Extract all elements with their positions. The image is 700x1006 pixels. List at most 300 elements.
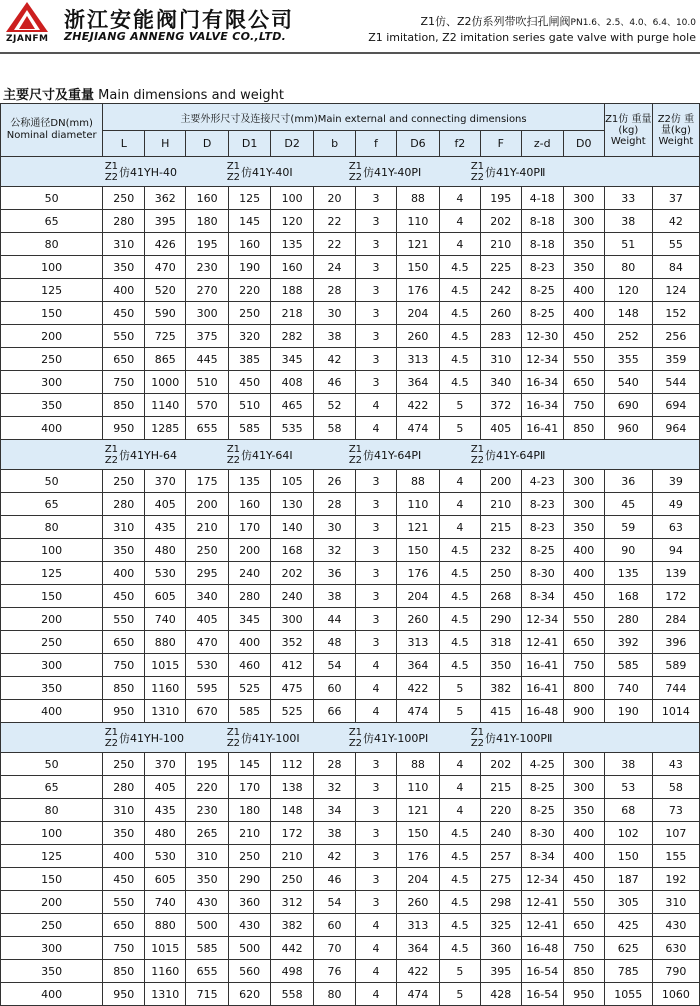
company-logo [4,0,54,48]
dn-cell: 65 [1,493,103,516]
column-header: D1 [229,131,271,157]
table-cell: 445 [186,348,229,371]
table-cell: 5 [439,700,480,723]
model-label [105,161,227,183]
table-cell: 535 [271,417,314,440]
model-label [105,727,227,749]
dn-cell: 200 [1,608,103,631]
table-cell: 1055 [604,983,652,1006]
table-cell: 480 [145,539,186,562]
table-cell: 160 [186,187,229,210]
table-cell: 400 [563,562,604,585]
table-cell: 4 [439,210,480,233]
table-cell: 350 [563,233,604,256]
table-cell: 340 [480,371,521,394]
table-cell: 750 [563,654,604,677]
model-group-row [1,157,700,187]
table-cell: 350 [563,799,604,822]
table-cell: 3 [356,279,397,302]
table-cell: 3 [356,822,397,845]
table-cell: 400 [563,539,604,562]
table-cell: 80 [314,983,356,1006]
table-cell: 112 [271,753,314,776]
table-cell: 195 [480,187,521,210]
dn-cell: 300 [1,371,103,394]
model-label [349,727,471,749]
table-cell: 195 [186,753,229,776]
table-cell: 135 [604,562,652,585]
table-cell: 1310 [145,983,186,1006]
table-cell: 740 [145,608,186,631]
model-series [105,161,118,183]
dimensions-table [0,103,700,1006]
table-cell: 340 [186,585,229,608]
table-cell: 345 [271,348,314,371]
table-cell: 313 [396,914,439,937]
model-series-top: Z1 [104,726,119,738]
table-cell: 220 [229,279,271,302]
table-cell: 4.5 [439,608,480,631]
model-series-top: Z1 [348,443,363,455]
table-row [1,394,700,417]
table-cell: 170 [229,776,271,799]
table-cell: 202 [271,562,314,585]
dn-cell: 125 [1,845,103,868]
model-name: 仿41Y-64I [241,448,293,462]
table-row [1,585,700,608]
table-cell: 400 [563,302,604,325]
table-cell: 230 [186,256,229,279]
table-cell: 16-41 [521,677,563,700]
table-cell: 172 [652,585,699,608]
table-cell: 325 [480,914,521,937]
dn-cell: 400 [1,700,103,723]
table-cell: 290 [480,608,521,631]
table-cell: 850 [563,960,604,983]
table-cell: 4.5 [439,325,480,348]
table-cell: 620 [229,983,271,1006]
table-cell: 270 [186,279,229,302]
table-cell: 45 [604,493,652,516]
table-cell: 8-25 [521,279,563,302]
model-label [227,727,349,749]
table-cell: 750 [103,937,145,960]
table-cell: 850 [103,960,145,983]
table-cell: 480 [145,822,186,845]
table-cell: 138 [271,776,314,799]
table-cell: 5 [439,983,480,1006]
table-cell: 260 [396,325,439,348]
table-cell: 33 [604,187,652,210]
table-cell: 1060 [652,983,699,1006]
table-cell: 850 [103,394,145,417]
dn-cell: 150 [1,585,103,608]
table-cell: 550 [563,608,604,631]
table-cell: 70 [314,937,356,960]
table-cell: 4 [356,914,397,937]
table-cell: 8-23 [521,493,563,516]
table-cell: 220 [186,776,229,799]
table-cell: 250 [229,845,271,868]
logo-triangle-icon [4,0,50,34]
model-name: 仿41Y-40PI [363,165,422,179]
dn-cell: 250 [1,631,103,654]
table-cell: 242 [480,279,521,302]
table-cell: 54 [314,654,356,677]
table-cell: 750 [103,371,145,394]
dn-cell: 250 [1,914,103,937]
table-cell: 313 [396,631,439,654]
table-cell: 320 [229,325,271,348]
table-cell: 3 [356,799,397,822]
table-cell: 450 [563,325,604,348]
table-cell: 310 [186,845,229,868]
table-cell: 200 [480,470,521,493]
table-cell: 48 [314,631,356,654]
model-series [471,161,484,183]
column-header: F [480,131,521,157]
table-cell: 5 [439,417,480,440]
model-name: 仿41Y-100PⅡ [485,731,553,745]
header-divider [0,52,700,54]
table-cell: 4 [439,753,480,776]
table-cell: 160 [271,256,314,279]
table-cell: 290 [229,868,271,891]
table-cell: 135 [229,470,271,493]
table-cell: 3 [356,776,397,799]
table-cell: 4.5 [439,539,480,562]
table-cell: 16-54 [521,983,563,1006]
table-cell: 500 [229,937,271,960]
table-cell: 16-41 [521,417,563,440]
model-name: 仿41Y-100I [241,731,300,745]
table-cell: 16-34 [521,371,563,394]
table-row [1,279,700,302]
dims-header: 主要外形尺寸及连接尺寸(mm)Main external and connecting dimensions [103,104,604,131]
table-cell: 34 [314,799,356,822]
model-name: 仿41Y-64PⅡ [485,448,546,462]
table-cell: 3 [356,631,397,654]
table-cell: 30 [314,516,356,539]
table-cell: 38 [604,210,652,233]
table-cell: 139 [652,562,699,585]
table-cell: 284 [652,608,699,631]
page-header [0,0,700,55]
table-cell: 498 [271,960,314,983]
model-label [471,727,671,749]
table-cell: 51 [604,233,652,256]
table-cell: 8-25 [521,302,563,325]
table-cell: 8-23 [521,516,563,539]
table-cell: 16-34 [521,394,563,417]
table-cell: 3 [356,585,397,608]
model-list [105,161,699,183]
table-cell: 715 [186,983,229,1006]
table-cell: 38 [314,585,356,608]
table-cell: 364 [396,371,439,394]
column-header: L [103,131,145,157]
table-cell: 220 [480,799,521,822]
table-cell: 1285 [145,417,186,440]
table-cell: 510 [186,371,229,394]
column-header: D0 [563,131,604,157]
table-cell: 800 [563,677,604,700]
table-cell: 370 [145,753,186,776]
dn-cell: 65 [1,210,103,233]
table-cell: 8-30 [521,562,563,585]
model-group-spacer [1,723,103,753]
table-cell: 400 [103,562,145,585]
product-title-cn [420,13,696,29]
table-cell: 850 [563,417,604,440]
table-cell: 4 [356,677,397,700]
table-cell: 1000 [145,371,186,394]
company-name-en: ZHEJIANG ANNENG VALVE CO.,LTD. [64,30,287,43]
table-cell: 850 [103,677,145,700]
table-cell: 4 [356,417,397,440]
table-cell: 210 [480,233,521,256]
table-cell: 530 [145,845,186,868]
table-cell: 22 [314,233,356,256]
table-cell: 450 [563,585,604,608]
table-cell: 250 [103,753,145,776]
table-cell: 350 [480,654,521,677]
table-cell: 140 [271,516,314,539]
model-label [471,161,671,183]
table-cell: 202 [480,753,521,776]
model-series-top: Z1 [470,726,485,738]
table-cell: 275 [480,868,521,891]
table-cell: 740 [604,677,652,700]
table-cell: 3 [356,371,397,394]
table-cell: 5 [439,394,480,417]
table-cell: 3 [356,516,397,539]
table-cell: 359 [652,348,699,371]
table-cell: 16-48 [521,937,563,960]
table-cell: 46 [314,868,356,891]
table-cell: 280 [604,608,652,631]
table-cell: 110 [396,493,439,516]
table-cell: 32 [314,539,356,562]
table-cell: 44 [314,608,356,631]
table-cell: 170 [229,516,271,539]
table-cell: 964 [652,417,699,440]
table-cell: 4-23 [521,470,563,493]
model-name: 仿41Y-40I [241,165,293,179]
table-cell: 355 [604,348,652,371]
table-cell: 59 [604,516,652,539]
table-cell: 350 [103,822,145,845]
table-cell: 250 [480,562,521,585]
table-cell: 375 [186,325,229,348]
table-cell: 750 [103,654,145,677]
table-cell: 650 [563,371,604,394]
table-cell: 3 [356,233,397,256]
table-cell: 428 [480,983,521,1006]
table-cell: 76 [314,960,356,983]
table-cell: 450 [563,868,604,891]
table-cell: 280 [229,585,271,608]
product-title-cn-pn: PN1.6、2.5、4.0、6.4、10.0 [570,18,696,28]
table-cell: 412 [271,654,314,677]
model-name: 仿41YH-100 [119,731,184,745]
dn-cell: 100 [1,822,103,845]
table-cell: 305 [604,891,652,914]
table-cell: 630 [652,937,699,960]
table-cell: 4 [356,654,397,677]
table-cell: 435 [145,799,186,822]
table-cell: 218 [271,302,314,325]
table-cell: 310 [103,799,145,822]
table-cell: 280 [103,776,145,799]
model-group-cell [103,157,700,187]
company-name-cn: 浙江安能阀门有限公司 [64,8,294,32]
table-row [1,608,700,631]
table-cell: 1140 [145,394,186,417]
table-cell: 605 [145,868,186,891]
table-cell: 310 [480,348,521,371]
table-cell: 180 [229,799,271,822]
dn-cell: 50 [1,753,103,776]
table-cell: 4-18 [521,187,563,210]
table-cell: 1014 [652,700,699,723]
table-row [1,631,700,654]
table-cell: 88 [396,187,439,210]
table-cell: 148 [271,799,314,822]
table-cell: 405 [186,608,229,631]
table-cell: 282 [271,325,314,348]
dn-cell: 400 [1,983,103,1006]
table-cell: 550 [563,891,604,914]
table-cell: 172 [271,822,314,845]
table-cell: 8-25 [521,539,563,562]
table-cell: 4.5 [439,654,480,677]
table-cell: 960 [604,417,652,440]
table-cell: 60 [314,677,356,700]
table-cell: 790 [652,960,699,983]
dn-cell: 150 [1,868,103,891]
table-cell: 4 [439,233,480,256]
table-cell: 260 [480,302,521,325]
table-cell: 435 [145,516,186,539]
table-row [1,493,700,516]
table-cell: 585 [229,700,271,723]
table-cell: 250 [271,868,314,891]
dn-cell: 125 [1,279,103,302]
table-cell: 88 [396,470,439,493]
table-cell: 240 [229,562,271,585]
dn-cell: 50 [1,470,103,493]
table-cell: 589 [652,654,699,677]
table-cell: 400 [563,845,604,868]
table-cell: 84 [652,256,699,279]
model-name: 仿41Y-64PI [363,448,422,462]
model-series [227,727,240,749]
table-cell: 3 [356,562,397,585]
table-cell: 145 [229,210,271,233]
section-title-en: Main dimensions and weight [98,88,284,103]
table-cell: 155 [652,845,699,868]
table-cell: 187 [604,868,652,891]
table-cell: 121 [396,233,439,256]
table-cell: 250 [186,539,229,562]
table-cell: 240 [480,822,521,845]
table-cell: 300 [563,187,604,210]
table-cell: 400 [563,822,604,845]
table-cell: 3 [356,210,397,233]
model-group-row [1,440,700,470]
model-group-spacer [1,440,103,470]
table-cell: 28 [314,753,356,776]
table-cell: 310 [652,891,699,914]
table-cell: 550 [103,325,145,348]
table-cell: 400 [563,279,604,302]
table-cell: 42 [314,348,356,371]
table-cell: 442 [271,937,314,960]
table-row [1,677,700,700]
table-cell: 694 [652,394,699,417]
table-cell: 58 [314,417,356,440]
table-cell: 295 [186,562,229,585]
table-cell: 300 [563,210,604,233]
table-row [1,776,700,799]
table-row [1,845,700,868]
table-body [1,157,700,1006]
table-cell: 160 [229,233,271,256]
table-row [1,256,700,279]
table-cell: 950 [103,983,145,1006]
dn-cell: 80 [1,516,103,539]
table-cell: 395 [480,960,521,983]
table-cell: 250 [229,302,271,325]
table-cell: 520 [145,279,186,302]
table-cell: 300 [563,776,604,799]
table-cell: 12-34 [521,868,563,891]
model-series-bottom: Z2 [348,737,363,749]
table-cell: 28 [314,493,356,516]
table-cell: 650 [103,914,145,937]
table-cell: 400 [229,631,271,654]
table-cell: 4 [356,983,397,1006]
table-cell: 43 [652,753,699,776]
dn-cell: 150 [1,302,103,325]
table-cell: 345 [229,608,271,631]
table-cell: 190 [229,256,271,279]
column-header: z-d [521,131,563,157]
table-cell: 650 [103,348,145,371]
table-cell: 500 [186,914,229,937]
table-cell: 8-23 [521,256,563,279]
table-cell: 8-34 [521,585,563,608]
table-cell: 880 [145,914,186,937]
table-cell: 8-18 [521,233,563,256]
table-cell: 5 [439,960,480,983]
table-cell: 176 [396,562,439,585]
table-cell: 544 [652,371,699,394]
table-cell: 90 [604,539,652,562]
table-cell: 268 [480,585,521,608]
table-cell: 350 [103,539,145,562]
table-cell: 750 [563,394,604,417]
table-cell: 8-25 [521,776,563,799]
table-row [1,470,700,493]
table-cell: 26 [314,470,356,493]
model-group-spacer [1,157,103,187]
table-cell: 180 [186,210,229,233]
table-cell: 175 [186,470,229,493]
table-row [1,654,700,677]
table-row [1,960,700,983]
